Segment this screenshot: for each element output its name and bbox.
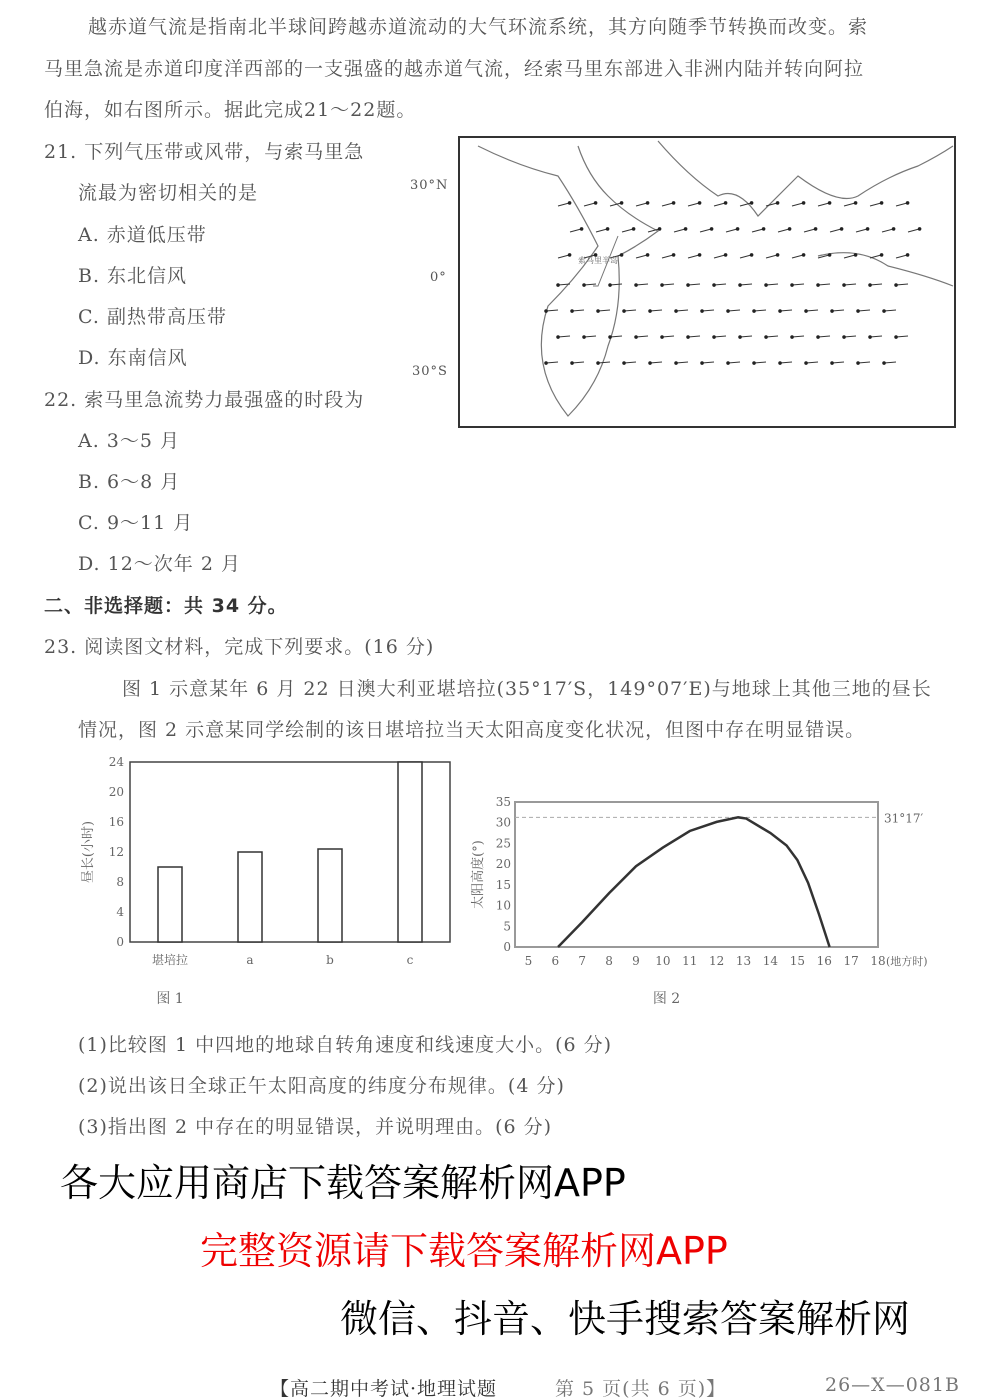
intro-line: 马里急流是赤道印度洋西部的一支强盛的越赤道气流，经索马里东部进入非洲内陆并转向阿拉 [44,58,865,80]
y-tick-label: 5 [503,919,511,934]
watermark: 微信、抖音、快手搜索答案解析网 [340,1297,911,1341]
watermark: 各大应用商店下载答案解析网APP [60,1161,626,1205]
y-tick-label: 10 [495,898,511,913]
wind-arrowhead [570,309,574,313]
y-tick-label: 24 [108,755,124,769]
y-tick-label: 35 [495,795,511,809]
x-tick-label: b [326,953,334,967]
wind-arrowhead [672,253,676,257]
annotation: 31°17′ [884,811,924,826]
wind-arrowhead [842,283,846,287]
wind-arrowhead [726,361,730,365]
wind-arrowhead [804,309,808,313]
footer-page: 第 5 页(共 6 页)】 [555,1378,727,1398]
wind-arrowhead [710,227,714,231]
y-tick-label: 4 [116,905,124,919]
wind-arrowhead [672,201,676,205]
wind-arrowhead [830,309,834,313]
section-heading: 二、非选择题：共 34 分。 [44,595,288,617]
x-tick-label: 8 [605,954,613,968]
wind-arrowhead [894,335,898,339]
y-tick-label: 16 [108,815,124,829]
wind-arrowhead [608,283,612,287]
wind-arrowhead [764,335,768,339]
q23-stem: 23. 阅读图文材料，完成下列要求。(16 分) [44,636,435,658]
y-tick-label: 0 [116,935,124,949]
wind-arrowhead [868,335,872,339]
wind-arrowhead [646,201,650,205]
x-tick-label: 14 [762,954,779,968]
wind-arrowhead [646,253,650,257]
wind-arrowhead [856,361,860,365]
q22-option: C. 9～11 月 [78,512,194,534]
wind-arrowhead [596,361,600,365]
place-label: 索马里半岛 [578,256,618,265]
wind-arrowhead [816,335,820,339]
wind-arrowhead [700,309,704,313]
wind-arrowhead [620,253,624,257]
wind-arrowhead [736,227,740,231]
x-tick-label: 18 [870,954,886,968]
wind-arrowhead [700,361,704,365]
wind-arrowhead [712,335,716,339]
wind-arrowhead [582,283,586,287]
figure-2-sun-altitude-chart [460,790,1000,1020]
q22-stem: 22. 索马里急流势力最强盛的时段为 [44,389,365,411]
x-axis-label: (地方时) [886,955,928,968]
q21-option: A. 赤道低压带 [78,224,207,246]
wind-arrowhead [750,201,754,205]
x-tick-label: 7 [578,954,587,968]
y-axis-label: 太阳高度(°) [471,840,486,909]
x-tick-label: 13 [735,954,752,968]
wind-arrowhead [752,309,756,313]
x-tick-label: 11 [682,954,698,968]
wind-arrowhead [686,283,690,287]
wind-arrowhead [762,227,766,231]
q23-question: (1)比较图 1 中四地的地球自转角速度和线速度大小。(6 分) [78,1034,613,1056]
q21-stem: 21. 下列气压带或风带，与索马里急 [44,141,365,163]
footer-title: 【高二期中考试·地理试题 [270,1378,498,1398]
wind-arrowhead [880,201,884,205]
wind-arrowhead [778,309,782,313]
wind-arrowhead [622,309,626,313]
wind-arrowhead [634,335,638,339]
wind-arrowhead [842,335,846,339]
wind-arrowhead [828,253,832,257]
bar [238,852,262,942]
wind-arrowhead [726,309,730,313]
y-tick-label: 12 [108,845,124,859]
wind-arrowhead [660,335,664,339]
q21-option: C. 副热带高压带 [78,306,227,328]
bar [318,849,342,942]
figure-1-daylength-chart [70,750,470,1020]
wind-arrowhead [658,227,662,231]
wind-arrowhead [802,201,806,205]
wind-arrowhead [906,253,910,257]
x-tick-label: 16 [816,954,832,968]
wind-arrowhead [830,361,834,365]
wind-arrowhead [698,253,702,257]
bar [398,762,422,942]
y-tick-label: 0 [503,940,511,954]
wind-arrowhead [648,309,652,313]
q22-option: A. 3～5 月 [78,430,181,452]
wind-arrowhead [544,309,548,313]
wind-arrowhead [606,227,610,231]
lat-label: 30°S [412,364,448,379]
wind-arrowhead [790,283,794,287]
wind-arrowhead [556,335,560,339]
y-tick-label: 15 [495,877,511,892]
watermark: 完整资源请下载答案解析网APP [200,1229,728,1273]
wind-arrowhead [788,227,792,231]
y-tick-label: 8 [116,875,124,889]
wind-arrowhead [622,361,626,365]
x-tick-label: 5 [524,954,533,968]
wind-arrowhead [580,227,584,231]
wind-arrowhead [764,283,768,287]
bar [158,867,182,942]
wind-arrowhead [776,253,780,257]
wind-arrowhead [556,283,560,287]
wind-arrowhead [674,309,678,313]
x-tick-label: 12 [709,954,725,968]
lat-label: 30°N [410,178,449,193]
footer-code: 26—X—081B [825,1374,960,1396]
wind-arrowhead [804,361,808,365]
q23-question: (2)说出该日全球正午太阳高度的纬度分布规律。(4 分) [78,1075,565,1097]
y-tick-label: 20 [108,785,124,799]
wind-arrowhead [868,283,872,287]
wind-arrowhead [778,361,782,365]
x-tick-label: 10 [655,954,671,968]
x-tick-label: a [246,953,254,967]
wind-arrowhead [882,361,886,365]
wind-arrowhead [738,335,742,339]
intro-line: 越赤道气流是指南北半球间跨越赤道流动的大气环流系统，其方向随季节转换而改变。索 [88,16,869,38]
wind-arrowhead [854,201,858,205]
wind-arrowhead [674,361,678,365]
wind-arrowhead [648,361,652,365]
wind-arrowhead [684,227,688,231]
x-tick-label: 9 [632,954,640,968]
q21-option: D. 东南信风 [78,347,188,369]
wind-arrowhead [814,227,818,231]
x-tick-label: c [406,953,414,967]
lat-label: 0° [430,270,447,285]
wind-arrowhead [894,283,898,287]
wind-arrowhead [632,227,636,231]
q23-material: 图 1 示意某年 6 月 22 日澳大利亚堪培拉(35°17′S，149°07′E)与地球上其他三地的昼长 [122,678,932,700]
x-tick-label: 6 [551,954,560,968]
wind-arrowhead [596,309,600,313]
y-tick-label: 30 [495,815,511,830]
wind-arrowhead [686,335,690,339]
wind-arrowhead [892,227,896,231]
q21-stem: 流最为密切相关的是 [78,182,259,204]
wind-arrowhead [828,201,832,205]
sun-altitude-line [558,817,830,947]
x-tick-label: 堪培拉 [151,953,189,967]
chart-title: 图 2 [652,991,681,1007]
y-tick-label: 25 [495,836,511,851]
somali-jet-map [458,136,956,428]
wind-arrowhead [854,253,858,257]
wind-arrowhead [816,283,820,287]
wind-arrowhead [582,335,586,339]
q23-material: 情况，图 2 示意某同学绘制的该日堪培拉当天太阳高度变化状况，但图中存在明显错误。 [78,719,866,741]
wind-arrowhead [660,283,664,287]
y-axis-label: 昼长(小时) [81,820,96,884]
intro-line: 伯海，如右图所示。据此完成21～22题。 [44,99,417,121]
q22-option: B. 6～8 月 [78,471,181,493]
wind-arrowhead [790,335,794,339]
wind-arrowhead [802,253,806,257]
wind-arrowhead [568,253,572,257]
x-tick-label: 17 [843,954,859,968]
wind-arrowhead [776,201,780,205]
wind-arrowhead [608,335,612,339]
q21-option: B. 东北信风 [78,265,188,287]
wind-arrowhead [906,201,910,205]
wind-arrowhead [724,201,728,205]
wind-arrowhead [568,201,572,205]
wind-arrowhead [856,309,860,313]
wind-arrowhead [738,283,742,287]
wind-arrowhead [880,253,884,257]
wind-arrowhead [724,253,728,257]
wind-arrowhead [866,227,870,231]
wind-arrowhead [594,201,598,205]
x-tick-label: 15 [789,954,805,968]
wind-arrowhead [712,283,716,287]
wind-arrowhead [634,283,638,287]
wind-arrowhead [752,361,756,365]
wind-arrowhead [750,253,754,257]
wind-arrowhead [918,227,922,231]
wind-arrowhead [840,227,844,231]
wind-arrowhead [620,201,624,205]
wind-arrowhead [544,361,548,365]
wind-arrowhead [570,361,574,365]
wind-arrowhead [698,201,702,205]
q22-option: D. 12～次年 2 月 [78,553,241,575]
q23-question: (3)指出图 2 中存在的明显错误，并说明理由。(6 分) [78,1116,553,1138]
chart-title: 图 1 [156,991,184,1007]
wind-arrowhead [882,309,886,313]
y-tick-label: 20 [495,857,511,872]
